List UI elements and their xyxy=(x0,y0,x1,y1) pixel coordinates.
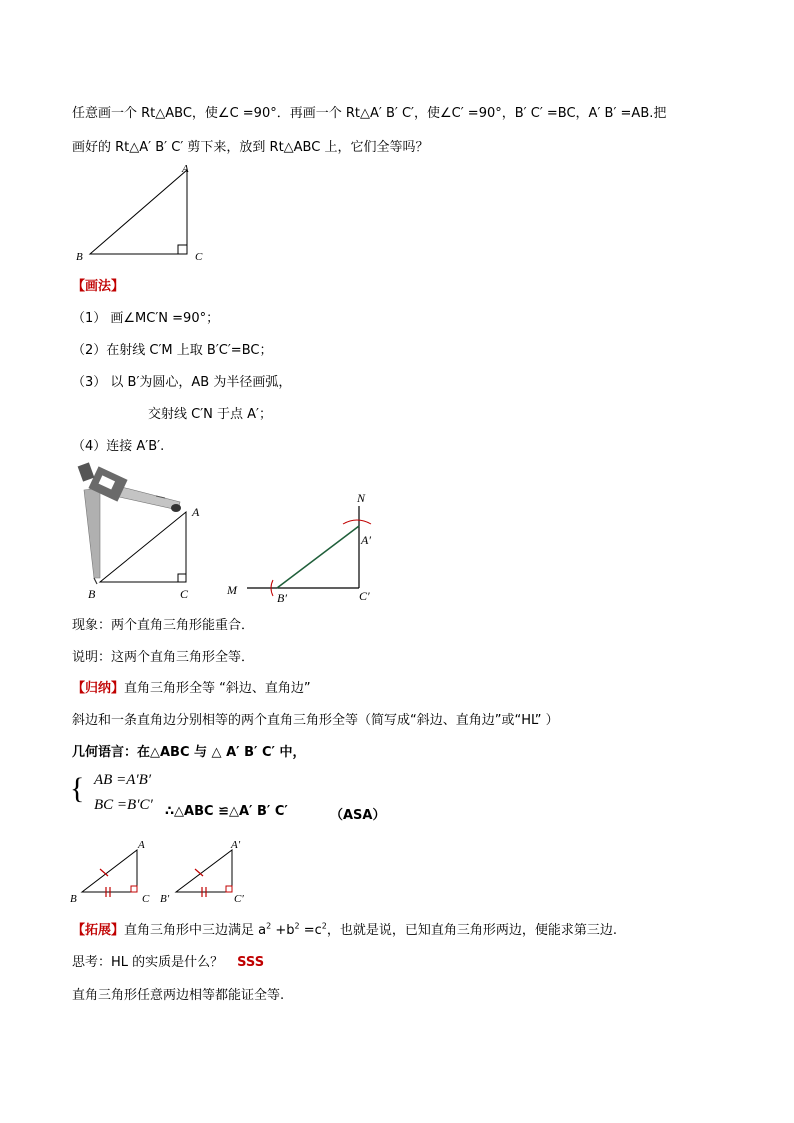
method-step-3b: 交射线 C′N 于点 A′； xyxy=(148,407,272,422)
label-a: A xyxy=(182,163,189,175)
label-m: M xyxy=(227,583,237,597)
think-answer: SSS xyxy=(237,955,265,970)
extension-text-post: ，也就是说，已知直角三角形两边，便能求第三边. xyxy=(326,923,618,938)
extension-sup-3: 2 xyxy=(321,921,327,931)
fig3-label-a: A xyxy=(138,839,145,851)
brace-icon: { xyxy=(70,772,85,805)
figure-two-triangles xyxy=(68,834,268,906)
geometry-language: 几何语言：在△ABC 与 △ A′ B′ C′ 中， xyxy=(72,745,306,760)
summary-statement: 斜边和一条直角边分别相等的两个直角三角形全等（简写成“斜边、直角边”或“HL” ） xyxy=(72,713,559,728)
extension-tag: 【拓展】 xyxy=(72,923,125,938)
summary-tag: 【归纳】 xyxy=(72,681,125,696)
method-heading: 【画法】 xyxy=(72,279,125,294)
figure-triangle-abc xyxy=(70,160,230,265)
explanation-text: 说明：这两个直角三角形全等． xyxy=(72,650,255,665)
label-b-prime: B′ xyxy=(277,591,287,605)
fig3-label-c: C xyxy=(142,893,150,905)
fig3-label-c-prime: C′ xyxy=(234,893,244,905)
extension-sup-1: 2 xyxy=(266,921,272,931)
intro-line-2: 画好的 Rt△A′ B′ C′ 剪下来，放到 Rt△ABC 上，它们全等吗？ xyxy=(72,140,429,155)
method-step-2: （2）在射线 C′M 上取 B′C′=BC； xyxy=(72,343,273,358)
conclusion-reason: （ASA） xyxy=(330,808,386,823)
think-label: 思考：HL 的实质是什么？ xyxy=(72,955,224,970)
observation-text: 现象：两个直角三角形能重合． xyxy=(72,618,255,633)
conclusion: ∴△ABC ≌△A′ B′ C′ xyxy=(165,804,288,819)
label-c-left: C xyxy=(180,587,189,601)
summary-line xyxy=(72,677,311,696)
compass-icon xyxy=(78,462,181,584)
figure-construction xyxy=(225,488,385,608)
think-line xyxy=(72,951,264,970)
method-step-4: （4）连接 A′B′. xyxy=(72,439,165,454)
method-step-3a: （3） 以 B′为圆心，AB 为半径画弧， xyxy=(72,375,292,390)
label-a-prime: A′ xyxy=(361,533,371,547)
summary-title: 直角三角形全等 “斜边、直角边” xyxy=(124,681,311,696)
fig3-label-b: B xyxy=(70,893,77,905)
equation-2: BC =B′C′ xyxy=(94,797,153,813)
figure-compass-triangle xyxy=(70,460,220,605)
intro-line-1: 任意画一个 Rt△ABC，使∠C =90°．再画一个 Rt△A′ B′ C′，使∠C′ =90°，B′ C′ =BC，A′ B′ =AB.把 xyxy=(72,106,667,121)
equation-1: AB =A′B′ xyxy=(94,772,152,788)
label-b: B xyxy=(76,251,83,263)
extension-mid-2: =c xyxy=(299,923,322,938)
final-statement: 直角三角形任意两边相等都能证全等. xyxy=(72,988,285,1003)
label-c-prime: C′ xyxy=(359,589,370,603)
extension-mid-1: +b xyxy=(271,923,295,938)
fig3-label-b-prime: B′ xyxy=(160,893,170,905)
label-a-left: A xyxy=(192,505,200,519)
method-step-1: （1） 画∠MC′N =90°； xyxy=(72,311,220,326)
label-n: N xyxy=(357,491,366,505)
label-c: C xyxy=(195,251,203,263)
extension-line xyxy=(72,919,617,938)
extension-sup-2: 2 xyxy=(294,921,300,931)
label-b-left: B xyxy=(88,587,96,601)
fig3-label-a-prime: A′ xyxy=(231,839,241,851)
extension-text-pre: 直角三角形中三边满足 a xyxy=(124,923,267,938)
